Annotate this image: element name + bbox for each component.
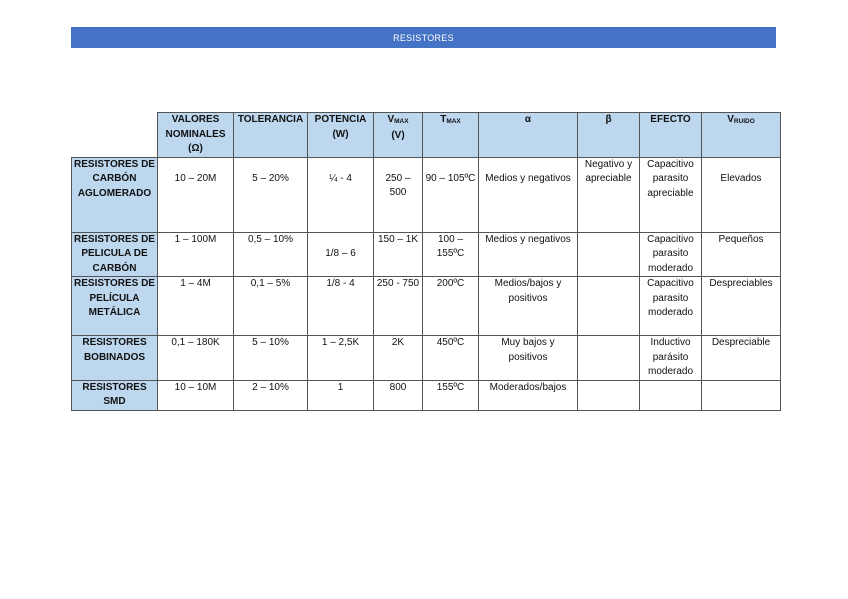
header-valores: VALORES NOMINALES (Ω) [158, 113, 234, 158]
cell-potencia: 1/8 - 4 [308, 277, 374, 336]
cell-valores: 0,1 – 180K [158, 336, 234, 381]
cell-potencia: 1 – 2,5K [308, 336, 374, 381]
header-efecto: EFECTO [640, 113, 702, 158]
header-vmax-unit: (V) [391, 129, 405, 141]
header-vmax-sub: MAX [394, 118, 409, 125]
cell-tolerancia: 0,5 – 10% [234, 232, 308, 277]
header-row [72, 113, 781, 158]
table-row [72, 277, 781, 336]
cell-beta [578, 336, 640, 381]
cell-potencia: ¼ - 4 [308, 157, 374, 232]
cell-alpha: Medios y negativos [479, 157, 578, 232]
cell-alpha: Muy bajos y positivos [479, 336, 578, 381]
corner-cell [72, 113, 158, 158]
cell-efecto: Capacitivo parasito moderado [640, 277, 702, 336]
cell-efecto: Capacitivo parasito apreciable [640, 157, 702, 232]
header-tmax [423, 113, 479, 158]
cell-efecto [640, 380, 702, 410]
row-name: RESISTORES DE PELÍCULA METÁLICA [72, 277, 158, 336]
cell-alpha: Moderados/bajos [479, 380, 578, 410]
cell-beta [578, 232, 640, 277]
cell-vmax: 150 – 1K [374, 232, 423, 277]
cell-ruido: Elevados [702, 157, 781, 232]
row-name: RESISTORES DE CARBÓN AGLOMERADO [72, 157, 158, 232]
header-vruido [702, 113, 781, 158]
cell-valores: 10 – 20M [158, 157, 234, 232]
cell-ruido [702, 380, 781, 410]
header-alpha: α [479, 113, 578, 158]
header-vmax [374, 113, 423, 158]
cell-ruido: Pequeños [702, 232, 781, 277]
cell-ruido: Despreciable [702, 336, 781, 381]
cell-beta [578, 380, 640, 410]
cell-vmax: 800 [374, 380, 423, 410]
cell-efecto: Inductivo parásito moderado [640, 336, 702, 381]
cell-alpha: Medios/bajos y positivos [479, 277, 578, 336]
cell-tmax: 155ºC [423, 380, 479, 410]
table-row [72, 157, 781, 232]
row-name: RESISTORES BOBINADOS [72, 336, 158, 381]
cell-valores: 10 – 10M [158, 380, 234, 410]
header-beta: β [578, 113, 640, 158]
cell-tmax: 100 – 155ºC [423, 232, 479, 277]
resistors-table [71, 112, 781, 411]
header-tolerancia: TOLERANCIA [234, 113, 308, 158]
cell-tmax: 90 – 105ºC [423, 157, 479, 232]
cell-tmax: 200ºC [423, 277, 479, 336]
cell-alpha: Medios y negativos [479, 232, 578, 277]
banner-title: RESISTORES [393, 32, 454, 43]
cell-efecto: Capacitivo parasito moderado [640, 232, 702, 277]
page-banner [71, 27, 776, 48]
cell-potencia: 1 [308, 380, 374, 410]
header-vruido-sub: RUIDO [733, 118, 755, 125]
table-row [72, 232, 781, 277]
header-vmax-main: V [387, 114, 395, 125]
cell-potencia: 1/8 – 6 [308, 232, 374, 277]
table-row [72, 380, 781, 410]
table-row [72, 336, 781, 381]
header-tmax-main: T [440, 114, 447, 125]
cell-valores: 1 – 4M [158, 277, 234, 336]
header-tmax-sub: MAX [446, 118, 461, 125]
cell-beta [578, 277, 640, 336]
cell-vmax: 250 – 500 [374, 157, 423, 232]
row-name: RESISTORES SMD [72, 380, 158, 410]
cell-ruido: Despreciables [702, 277, 781, 336]
cell-beta: Negativo y apreciable [578, 157, 640, 232]
row-name: RESISTORES DE PELICULA DE CARBÓN [72, 232, 158, 277]
cell-tolerancia: 0,1 – 5% [234, 277, 308, 336]
cell-vmax: 2K [374, 336, 423, 381]
cell-tmax: 450ºC [423, 336, 479, 381]
cell-tolerancia: 5 – 10% [234, 336, 308, 381]
header-vruido-main: V [727, 114, 734, 125]
cell-vmax: 250 - 750 [374, 277, 423, 336]
cell-valores: 1 – 100M [158, 232, 234, 277]
cell-tolerancia: 5 – 20% [234, 157, 308, 232]
cell-tolerancia: 2 – 10% [234, 380, 308, 410]
header-potencia: POTENCIA (W) [308, 113, 374, 158]
